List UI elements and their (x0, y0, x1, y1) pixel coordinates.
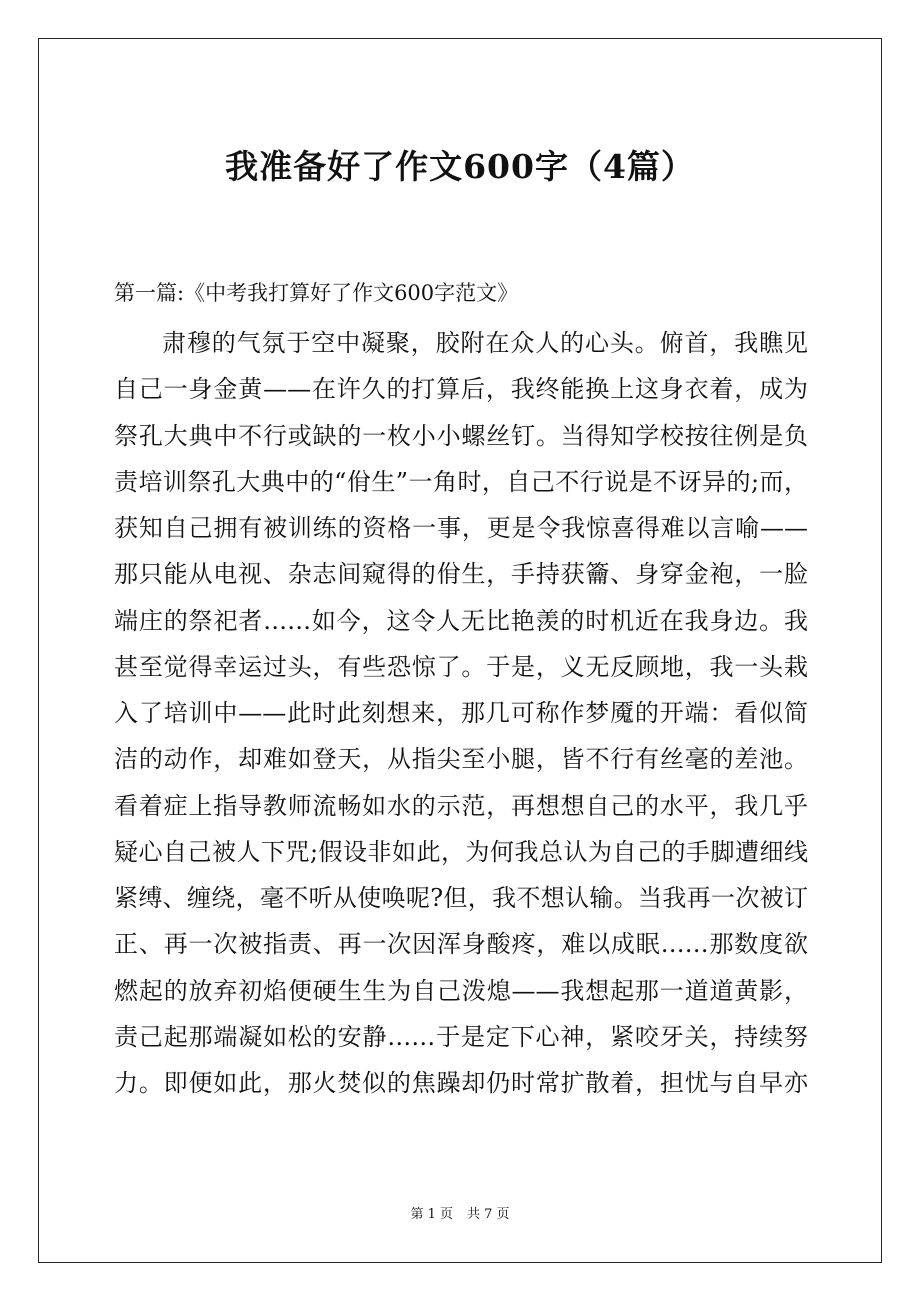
text-line: 肃穆的气氛于空中凝聚，胶附在众人的心头。俯首，我瞧见 (162, 329, 808, 357)
page-footer (0, 1205, 920, 1225)
text-line: 入了培训中——此时此刻想来，那几可称作梦魇的开端：看似简 (114, 699, 808, 727)
text-line: 看着症上指导教师流畅如水的示范，再想想自己的水平，我几乎 (114, 791, 808, 820)
text-line: 力。即便如此，那火焚似的焦躁却仍时常扩散着，担忧与自早亦 (114, 1069, 808, 1097)
text-line: 自己一身金黄——在许久的打算后，我终能换上这身衣着，成为 (114, 375, 808, 404)
section-heading: 第一篇:《中考我打算好了作文600字范文》 (114, 281, 519, 305)
text-line: 正、再一次被指责、再一次因浑身酸疼，难以成眠……那数度欲 (114, 930, 808, 959)
document-title: 我准备好了作文600字（4篇） (225, 147, 695, 186)
page-total: 共 7 页 (467, 1207, 510, 1222)
text-line: 那只能从电视、杂志间窥得的佾生，手持获籥、身穿金袍，一脸 (114, 560, 808, 589)
text-line: 获知自己拥有被训练的资格一事，更是令我惊喜得难以言喻—— (114, 514, 808, 542)
text-line: 祭孔大典中不行或缺的一枚小小螺丝钉。当得知学校按往例是负 (114, 421, 808, 450)
text-line: 燃起的放弃初焰便硬生生为自己泼熄——我想起那一道道黄影， (114, 976, 808, 1005)
text-line: 洁的动作，却难如登天，从指尖至小腿，皆不行有丝毫的差池。 (114, 745, 808, 774)
text-line: 紧缚、缠绕，毫不听从使唤呢?但，我不想认输。当我再一次被订 (114, 884, 808, 912)
text-line: 甚至觉得幸运过头，有些恐惊了。于是，义无反顾地，我一头栽 (114, 652, 808, 681)
text-line: 端庄的祭祀者……如今，这令人无比艳羡的时机近在我身边。我 (114, 606, 808, 635)
page-number: 第 1 页 (410, 1207, 453, 1222)
text-line: 疑心自己被人下咒;假设非如此，为何我总认为自己的手脚遭细线 (114, 837, 808, 866)
body-text (114, 320, 808, 1106)
text-line: 责己起那端凝如松的安静……于是定下心神，紧咬牙关，持续努 (114, 1022, 808, 1051)
text-line: 责培训祭孔大典中的“佾生”一角时，自己不行说是不讶异的;而， (114, 467, 808, 496)
